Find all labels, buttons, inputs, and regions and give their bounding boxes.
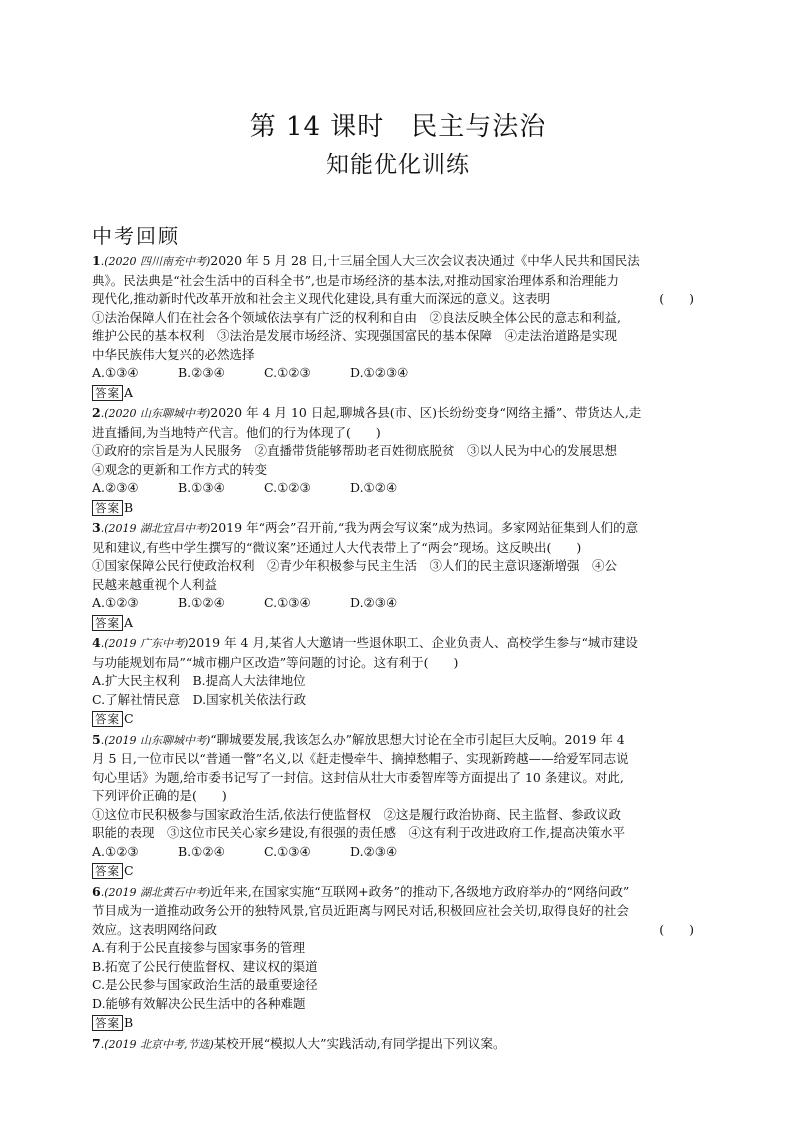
question-text-line (92, 442, 700, 461)
question-source: .(2019 广东中考) (100, 637, 189, 650)
question-text: 句心里话》为题,给市委书记写了一封信。这封信从壮大市委智库等方面提出了 10 条建议。对此, (92, 769, 624, 785)
question-text-line (92, 634, 700, 654)
question-text-line (92, 824, 700, 843)
question-text: 见和建议,有些中学生撰写的“微议案”还通过人大代表带上了“两会”现场。这反映出( ) (92, 539, 582, 555)
answer-line (92, 1014, 700, 1033)
question-item (92, 519, 700, 632)
question-text-line (92, 883, 700, 903)
option: C.①③④ (264, 595, 311, 610)
option: C.①③④ (264, 843, 311, 859)
question-text: 职能的表现 ③这位市民关心家乡建设,有很强的责任感 ④这有利于改进政府工作,提高决策水平 (92, 825, 625, 840)
question-text: 下列评价正确的是( ) (92, 788, 227, 803)
question-text-line (92, 902, 700, 921)
question-item (92, 731, 700, 881)
question-source: .(2020 山东聊城中考) (100, 407, 211, 420)
question-source: .(2020 四川南充中考) (100, 255, 211, 268)
option-line: C.了解社情民意 D.国家机关依法行政 (92, 691, 307, 707)
question-text-line (92, 557, 700, 576)
question-number: 7 (92, 1035, 101, 1051)
option: A.①②③ (92, 595, 139, 610)
question-text-line (92, 731, 700, 751)
question-text-line (92, 252, 700, 272)
question-text: ①这位市民积极参与国家政治生活,依法行使监督权 ②这是履行政治协商、民主监督、参政议政 (92, 806, 621, 822)
option: B.①②④ (178, 843, 225, 859)
answer-value: A (124, 384, 134, 400)
question-text: 中华民族伟大复兴的必然选择 (92, 346, 255, 362)
answer-line (92, 499, 700, 518)
question-text: 节目成为一道推动政务公开的独特风景,官员近距离与网民对话,积极回应社会关切,取得良好的社会 (92, 903, 629, 918)
question-number: 1 (92, 253, 101, 268)
question-text: 2020 年 5 月 28 日,十三届全国人大三次会议表决通过《中华人民共和国民法 (210, 253, 640, 268)
question-item (92, 634, 700, 729)
options-row (92, 364, 700, 383)
question-number: 4 (92, 635, 101, 650)
question-text-line (92, 461, 700, 480)
answer-label: 答案 (92, 863, 123, 879)
option: A.①②③ (92, 843, 139, 859)
page-title: 第 14 课时 民主与法治 (249, 112, 547, 142)
option: B.②③④ (178, 365, 225, 380)
answer-value: A (124, 614, 134, 630)
answer-value: B (124, 1015, 134, 1030)
question-text-line (92, 576, 700, 595)
question-item (92, 252, 700, 402)
options-row (92, 843, 700, 862)
question-text: 2020 年 4 月 10 日起,聊城各县(市、区)长纷纷变身“网络主播”、带货达人,走 (210, 405, 642, 420)
answer-line (92, 614, 700, 633)
question-source: .(2019 湖北黄石中考) (100, 885, 211, 899)
options-row (92, 594, 700, 613)
option: B.①③④ (178, 480, 225, 495)
question-text-line (92, 272, 700, 291)
option-line: A.有利于公民直接参与国家事务的管理 (92, 940, 306, 955)
options-row (92, 479, 700, 498)
question-list (92, 252, 700, 1056)
option: D.②③④ (350, 595, 398, 610)
option: C.①②③ (264, 480, 311, 495)
option-line: B.拓宽了公民行使监督权、建议权的渠道 (92, 958, 318, 974)
question-number: 5 (92, 731, 101, 747)
question-text: 2019 年 4 月,某省人大邀请一些退休职工、企业负责人、高校学生参与“城市建设 (188, 635, 638, 650)
question-text-line (92, 539, 700, 558)
answer-label: 答案 (92, 615, 123, 631)
answer-label: 答案 (92, 385, 123, 401)
question-item (92, 883, 700, 1033)
question-item (92, 404, 700, 517)
answer-value: C (124, 711, 134, 726)
question-text: 进直播间,为当地特产代言。他们的行为体现了( ) (92, 424, 381, 440)
option: B.①②④ (178, 595, 225, 610)
option: A.①③④ (92, 365, 139, 380)
answer-label: 答案 (92, 1015, 123, 1031)
page-subtitle: 知能优化训练 (326, 152, 470, 178)
question-source: .(2019 湖北宜昌中考) (100, 522, 211, 535)
question-text-line (92, 806, 700, 825)
question-text-line (92, 404, 700, 424)
answer-blank: ( ) (659, 291, 694, 306)
question-number: 6 (92, 883, 101, 899)
question-text: ①法治保障人们在社会各个领域依法享有广泛的权利和自由 ②良法反映全体公民的意志和利益, (92, 309, 621, 325)
question-source: .(2019 山东聊城中考) (100, 733, 211, 747)
question-text: 维护公民的基本权利 ③法治是发展市场经济、实现强国富民的基本保障 ④走法治道路是实现 (92, 328, 618, 343)
question-text-line (92, 290, 700, 309)
question-text-line (92, 921, 700, 940)
question-text-line (92, 346, 700, 365)
question-text: 近年来,在国家实施“互联网+政务”的推动下,各级地方政府举办的“网络问政” (210, 883, 630, 899)
option: D.①②④ (350, 480, 398, 495)
question-text-line (92, 769, 700, 788)
question-text: ④观念的更新和工作方式的转变 (92, 461, 268, 477)
option: C.①②③ (264, 365, 311, 380)
option: D.②③④ (350, 843, 398, 859)
question-text: ①政府的宗旨是为人民服务 ②直播带货能够帮助老百姓彻底脱贫 ③以人民为中心的发展思想 (92, 443, 618, 458)
question-text-line (92, 309, 700, 328)
option: A.②③④ (92, 480, 139, 495)
question-text: 效应。这表明网络问政 (92, 921, 218, 937)
question-text-line (92, 519, 700, 539)
answer-line (92, 862, 700, 881)
answer-line (92, 710, 700, 729)
answer-line (92, 384, 700, 403)
question-text: ①国家保障公民行使政治权利 ②青少年积极参与民主生活 ③人们的民主意识逐渐增强 ④公 (92, 558, 618, 573)
question-text: 典》。民法典是“社会生活中的百科全书”,也是市场经济的基本法,对推动国家治理体系和治理能力 (92, 272, 619, 288)
option: D.①②③④ (350, 365, 409, 380)
option-line: A.扩大民主权利 B.提高人大法律地位 (92, 673, 306, 688)
answer-blank: ( ) (659, 921, 694, 937)
question-text-line (92, 654, 700, 673)
answer-label: 答案 (92, 500, 123, 516)
question-text: 现代化,推动新时代改革开放和社会主义现代化建设,具有重大而深远的意义。这表明 (92, 291, 550, 306)
question-text-line (92, 750, 700, 769)
question-item (92, 1035, 700, 1055)
answer-value: C (124, 863, 134, 878)
question-text: 月 5 日,一位市民以“普通一瞥”名义,以《赶走慢牵牛、摘掉愁帽子、实现新跨越——给爱军同志说 (92, 751, 629, 766)
answer-label: 答案 (92, 711, 123, 727)
question-source: .(2019 北京中考,节选) (100, 1037, 214, 1051)
question-text: 2019 年“两会”召开前,“我为两会写议案”成为热词。多家网站征集到人们的意 (210, 520, 639, 535)
answer-value: B (124, 499, 134, 515)
section-heading: 中考回顾 (92, 224, 180, 248)
question-number: 2 (92, 405, 101, 420)
question-text-line (92, 424, 700, 443)
question-text: 某校开展“模拟人大”实践活动,有同学提出下列议案。 (213, 1035, 506, 1051)
question-text: 民越来越重视个人利益 (92, 576, 218, 592)
question-text: 与功能规划布局”“城市棚户区改造”等问题的讨论。这有利于( ) (92, 654, 459, 670)
question-text-line (92, 1035, 700, 1055)
option-line: C.是公民参与国家政治生活的最重要途径 (92, 977, 318, 992)
question-number: 3 (92, 520, 101, 535)
question-text: “聊城要发展,我该怎么办”解放思想大讨论在全市引起巨大反响。2019 年 4 (210, 731, 625, 747)
question-text-line (92, 327, 700, 346)
question-text-line (92, 787, 700, 806)
option-line: D.能够有效解决公民生活中的各种难题 (92, 995, 306, 1011)
